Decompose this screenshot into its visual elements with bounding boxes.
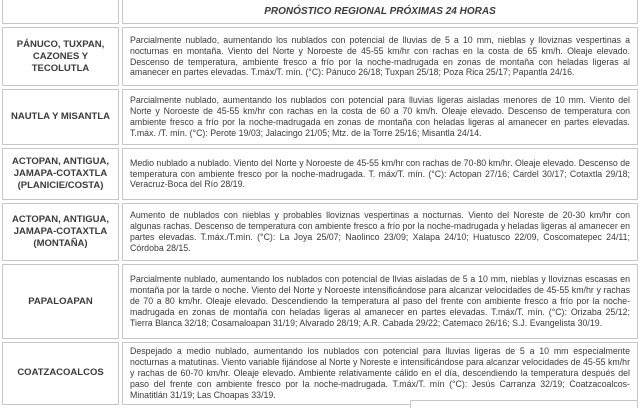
- forecast-text: Aumento de nublados con nieblas y probables lloviznas vespertinas a nocturnas. Viento del Noreste de 20-30 km/hr con algunas rachas. Descenso de temperatura con ambiente fresco a frío por la noche-madrugada y heladas ligeras al amanecer en partes elevadas. T.máx./T.mín. (°C): La Joya 25/07; Naolinco 23/09; Xalapa 24/10; Huatusco 22/09, Coscomatepec 24/11; Córdoba 28/15.: [130, 210, 630, 253]
- forecast-text: Medio nublado a nublado. Viento del Norte y Noroeste de 45-55 km/hr con rachas de 70-80 km/hr. Oleaje elevado. Descenso de temperatura con ambiente fresco por la noche-madrugada. T. máx/T. mín. (°C): Actopan 27/16; Cardel 30/17; Cotaxtla 29/18; Veracruz-Boca del Río 28/19.: [130, 157, 630, 190]
- table-row: [2, 264, 638, 339]
- forecast-cell: [122, 27, 638, 86]
- regional-forecast-table: [2, 0, 638, 408]
- region-cell: ACTOPAN, ANTIGUA, JAMAPA-COTAXTLA (MONTAÑA): [2, 203, 119, 261]
- table-row: [2, 148, 638, 200]
- forecast-cell: [122, 342, 638, 405]
- region-cell: PAPALOAPAN: [2, 264, 119, 339]
- header-corner-cell: [2, 0, 119, 24]
- table-row: [2, 27, 638, 86]
- table-row: [2, 342, 638, 405]
- table-title: PRONÓSTICO REGIONAL PRÓXIMAS 24 HORAS: [122, 0, 638, 24]
- region-cell: COATZACOALCOS: [2, 342, 119, 405]
- forecast-cell: [122, 264, 638, 339]
- forecast-cell: [122, 203, 638, 261]
- forecast-cell: [122, 148, 638, 200]
- table-row: [2, 89, 638, 145]
- forecast-text: Parcialmente nublado, aumentando los nublados con potencial de llvias aisladas de 5 a 10 mm, nieblas y lloviznas escasas en montaña por la tarde o noche. Viento del Norte y Noroeste intensificándose para alcanzar velocidades de 45-55 km/hr y rachas de 70 a 80 km/hr. Oleaje elevado. Descendiendo la temperatura al paso del frente con ambiente fresco a frío por la noche-madrugada en zonas de montaña con heladas ligeras al amanecer en partes elevadas. T.máx/T. mín. (°C): Orizaba 25/12; Tierra Blanca 32/18; Cosamaloapan 31/19; Alvarado 28/19; A.R. Cabada 29/22; Catemaco 26/16; S.J. Evangelista 30/19.: [130, 274, 630, 328]
- region-cell: PÁNUCO, TUXPAN, CAZONES Y TECOLUTLA: [2, 27, 119, 86]
- forecast-text: Parcialmente nublado, aumentando los nublados con potencial de lluvias de 5 a 10 mm, nieblas y lloviznas vespertinas a nocturnas en montaña. Viento del Norte y Noroeste de 45-55 km/hr con rachas en la costa de 65 km/h. Oleaje elevado. Descenso de temperatura, ambiente fresco a frío por la noche-madrugada en zonas de montaña con heladas ligeras al amanecer en partes elevadas. T.máx/T. mín. (°C): Pánuco 26/18; Tuxpan 25/18; Poza Rica 25/17; Papantla 24/16.: [130, 34, 630, 78]
- region-cell: NAUTLA Y MISANTLA: [2, 89, 119, 145]
- table-row: [2, 203, 638, 261]
- next-section-partial-box: [410, 400, 638, 408]
- forecast-cell: [122, 89, 638, 145]
- table-header-row: [2, 0, 638, 24]
- forecast-text: Despejado a medio nublado, aumentando los nublados con potencial para lluvias ligeras de 5 a 10 mm especialmente nocturnas a matutinas. Viento variable fijándose al Norte y Noreste e intensificándose para alcanzar velocidades de 45-55 km/hr y rachas de 60-70 km/hr. Oleaje elevado. Ambiente relativamente cálido en el día, descendiendo la temperatura después del paso del frente con ambiente fresco por la noche-madrugada. T.máx/T. mín (°C): Jesús Carranza 32/19; Coatzacoalcos-Minatitlán 31/19; Las Choapas 33/19.: [130, 346, 630, 400]
- forecast-text: Parcialmente nublado, aumentando los nublados con potencial para lluvias ligeras aisladas menores de 10 mm. Viento del Norte y Noroeste de 45-55 km/hr con rachas en la costa de 60 a 70 km/h. Oleaje elevado. Descenso de temperatura con ambiente fresco a frío por la noche-madrugada en zonas de montaña con heladas ligeras al amanecer en partes elevadas. T.máx. /T. mín. (°C): Perote 19/03; Jalacingo 21/05; Mtz. de la Torre 25/16; Misantla 24/14.: [130, 95, 630, 138]
- region-cell: ACTOPAN, ANTIGUA, JAMAPA-COTAXTLA (PLANICIE/COSTA): [2, 148, 119, 200]
